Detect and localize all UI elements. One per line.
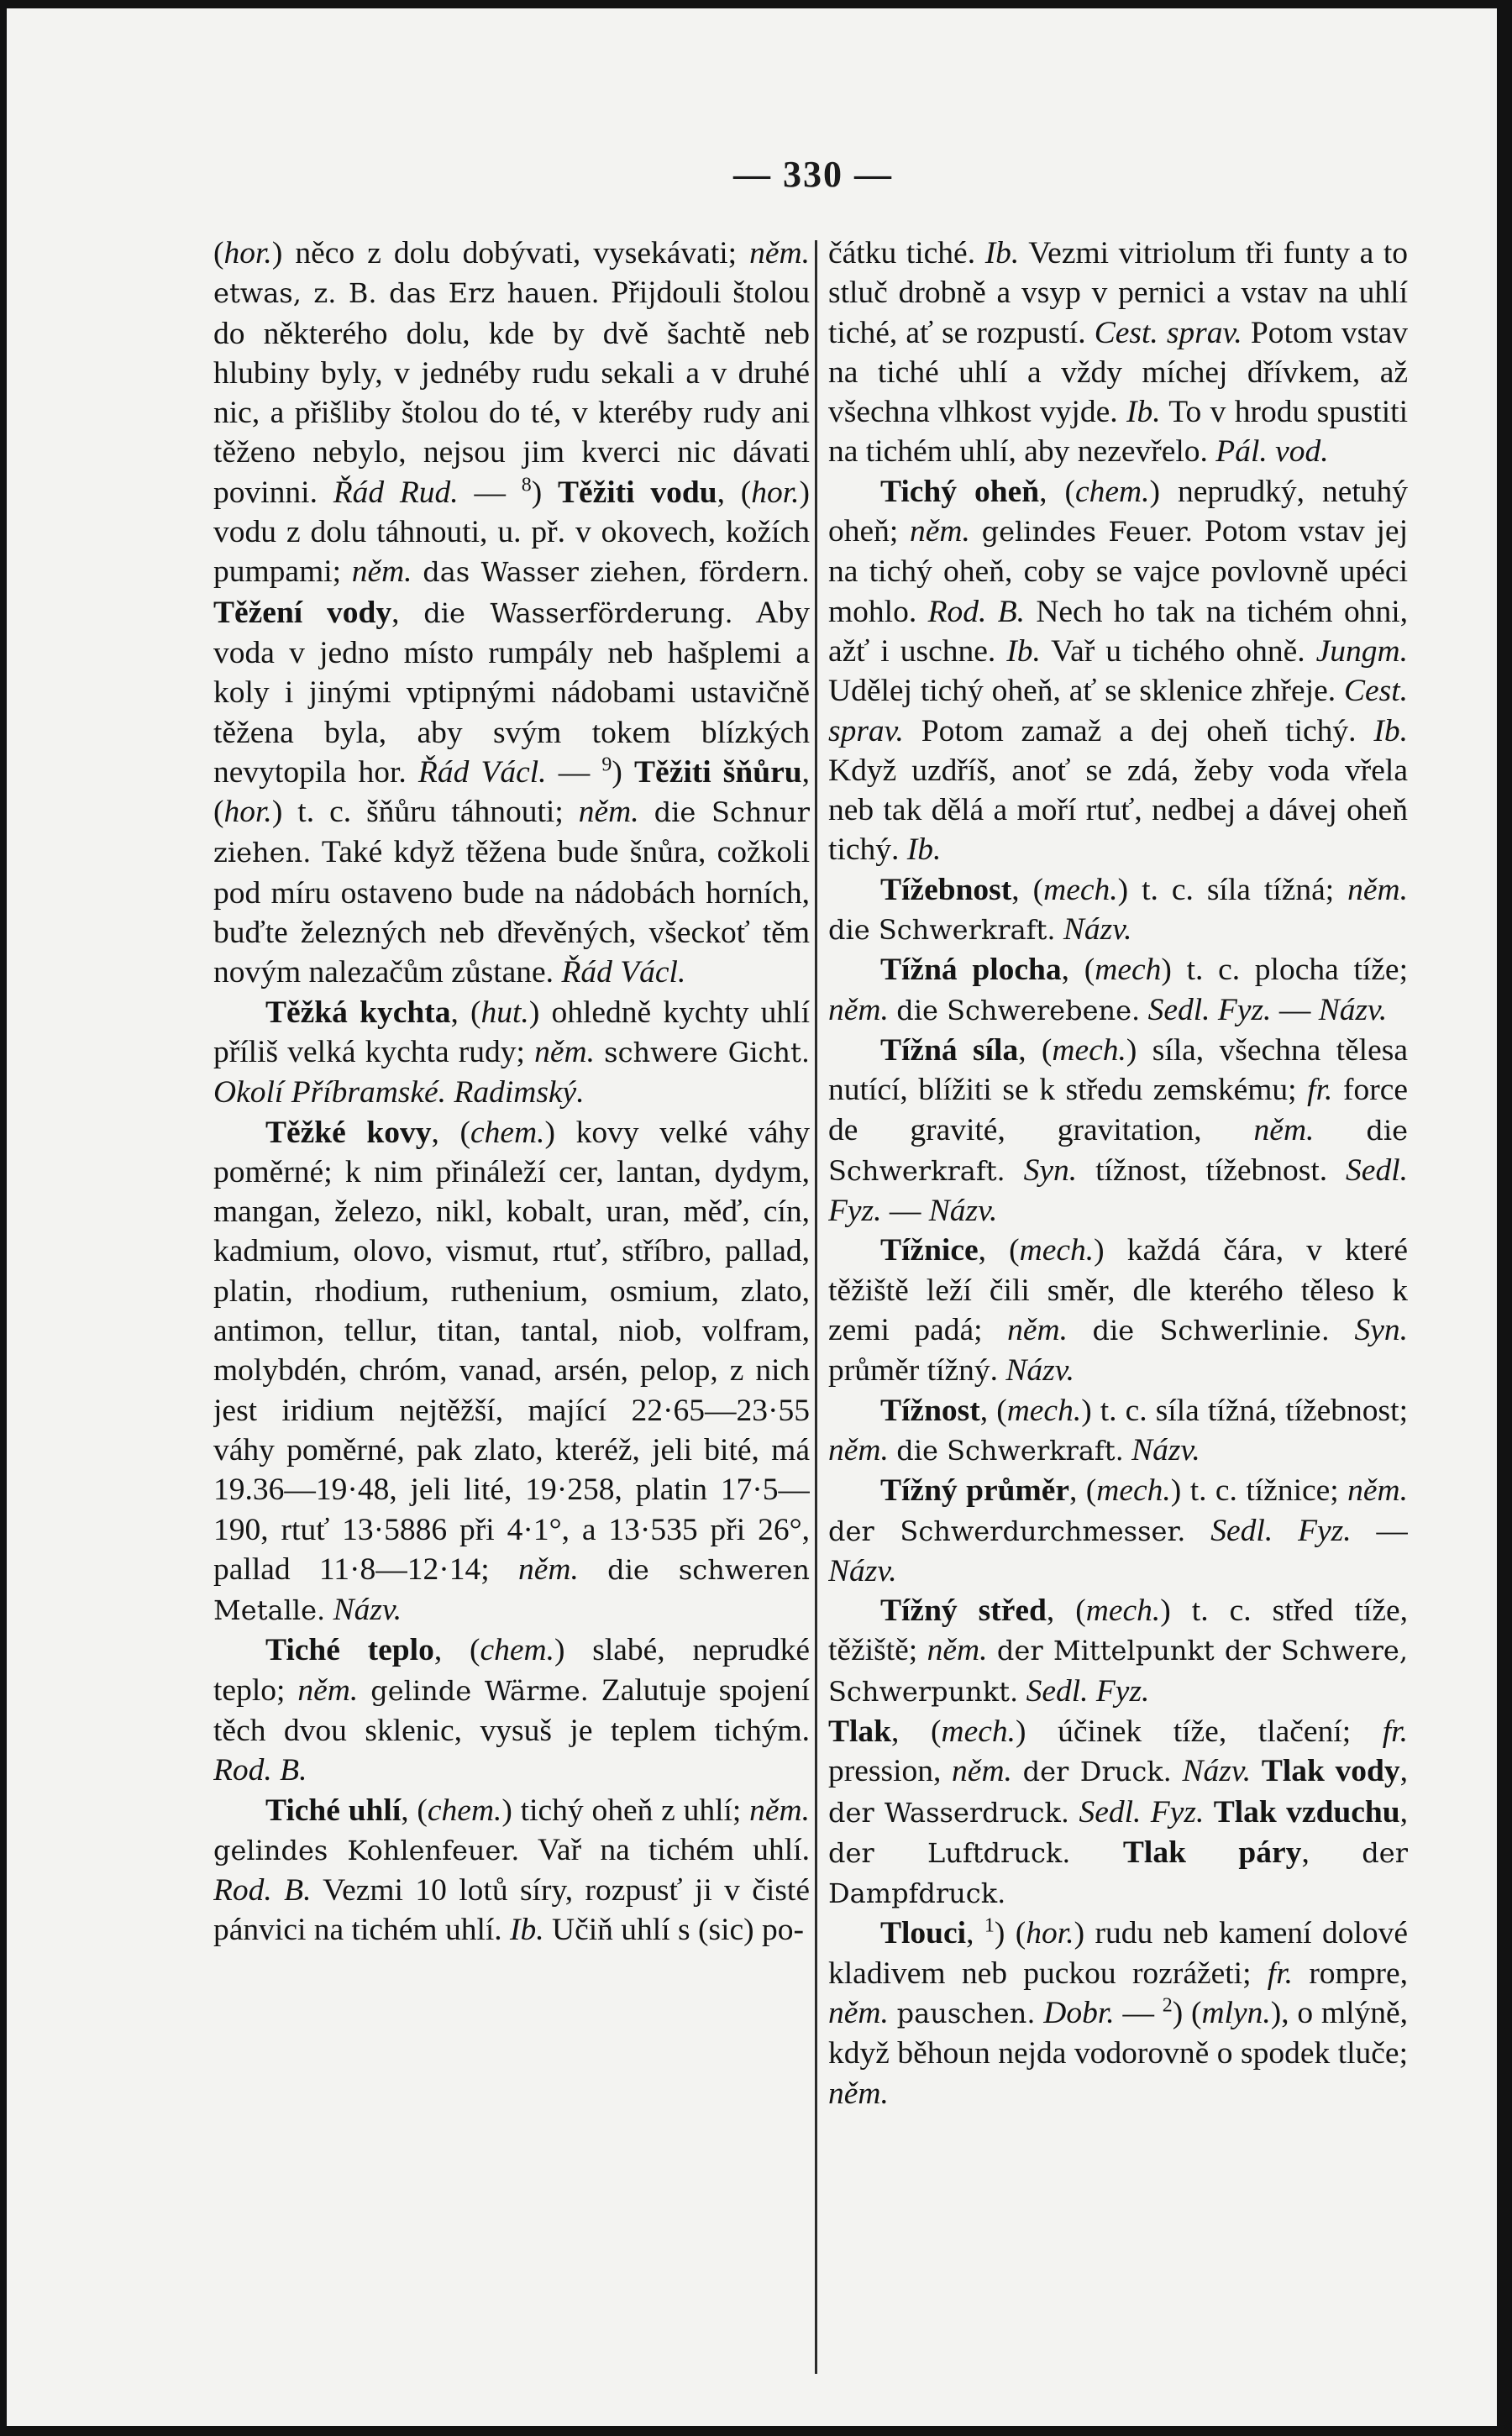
entry-paragraph: Tlak, (mech.) účinek tíže, tlačení; fr. pression, něm. der Druck. Názv. Tlak vody, der Wasserdruck. Sedl. Fyz. Tlak vzduchu, der Luftdruck. Tlak páry, der Dampfdruck. — [828, 1714, 1408, 1910]
entry-paragraph: Těžká kychta, (hut.) ohledně kychty uhlí příliš velká kychta rudy; něm. schwere Gicht. Okolí Příbramské. Radimský. — [213, 995, 810, 1110]
entry-paragraph: Tížný střed, (mech.) t. c. střed tíže, těžiště; něm. der Mittelpunkt der Schwere, Schwerpunkt. Sedl. Fyz. — [828, 1593, 1408, 1709]
entry-paragraph: Tížnice, (mech.) každá čára, v které těžiště leží čili směr, dle kterého těleso k zemi padá; něm. die Schwerlinie. Syn. průměr tížný. Názv. — [828, 1233, 1408, 1389]
entry-paragraph: Tížná síla, (mech.) síla, všechna tělesa nutící, blížiti se k středu zemskému; fr. force de gravité, gravitation, něm. die Schwerkraft. Syn. tížnost, tížebnost. Sedl. Fyz. — Názv. — [828, 1032, 1408, 1229]
entry-paragraph: Tížný průměr, (mech.) t. c. tížnice; něm. der Schwerdurchmesser. Sedl. Fyz. — Názv. — [828, 1473, 1408, 1588]
entry-paragraph: Těžké kovy, (chem.) kovy velké váhy poměrné; k nim přináleží cer, lantan, dydym, mangan, železo, nikl, kobalt, uran, měď, cín, kadmium, olovo, vismut, rtuť, stříbro, pallad, platin, rhodium, ruthenium, osmium, zlato, antimon, tellur, titan, tantal, niob, volfram, molybdén, chróm, vanad, arsén, pelop, z nich jest iridium nejtěžší, mající 22·65—23·55 váhy poměrné, pak zlato, kteréž, jeli bité, má 19.36—19·48, jeli lité, 19·258, platin 17·5—190, rtuť 13·5886 při 4·1°, a 13·535 při 26°, pallad 11·8—12·14; něm. die schweren Metalle. Názv. — [213, 1115, 810, 1628]
entry-paragraph: Tiché teplo, (chem.) slabé, neprudké teplo; něm. gelinde Wärme. Zalutuje spojení těch dvou sklenic, vysuš je teplem tichým. Rod. B. — [213, 1633, 810, 1788]
entry-paragraph: Tichý oheň, (chem.) neprudký, netuhý oheň; něm. gelindes Feuer. Potom vstav jej na tichý oheň, coby se vajce povlovně upéci mohlo. Rod. B. Nech ho tak na tichém ohni, ažť i uschne. Ib. Vař u tichého ohně. Jungm. Udělej tichý oheň, ať se sklenice zhřeje. Cest. sprav. Potom zamaž a dej oheň tichý. Ib. Když uzdříš, anoť se zdá, žeby voda vřela neb tak dělá a moří rtuť, nedbej a dávej oheň tichý. Ib. — [828, 474, 1408, 868]
entry-paragraph: Tížná plocha, (mech) t. c. plocha tíže; něm. die Schwerebene. Sedl. Fyz. — Názv. — [828, 953, 1408, 1027]
entry-paragraph: čátku tiché. Ib. Vezmi vitriolum tři funty a to stluč drobně a vsyp v pernici a vstav na uhlí tiché, ať se rozpustí. Cest. sprav. Potom vstav na tiché uhlí a vždy míchej dřívkem, až všechna vlhkost vyjde. Ib. To v hrodu spustiti na tichém uhlí, aby nezevřelo. Pál. vod. — [828, 236, 1408, 470]
entry-paragraph: (hor.) něco z dolu dobývati, vysekávati; něm. etwas, z. B. das Erz hauen. Přijdouli štolou do některého dolu, kde by dvě šachtě neb hlubiny byly, v jednéby rudu sekali a v druhé nic, a přišliby štolou do té, v kteréby rudy ani těženo nebylo, nejsou jim kverci nic dávati povinni. Řád Rud. — $^8$) Těžiti vodu, (hor.) vodu z dolu táhnouti, u. př. v okovech, kožích pumpami; něm. das Wasser ziehen, fördern. Těžení vody, die Wasserförderung. Aby voda v jedno místo rumpály neb hašplemi a koly i jinými vptipnými nádobami ustavičně těžena byla, aby svým tokem blízkých nevytopila hor. Řád Václ. — $^9$) Těžiti šňůru, (hor.) t. c. šňůru táhnouti; něm. die Schnur ziehen. Také když těžena bude šnůra, cožkoli pod míru ostaveno bude na nádobách horních, buďte železných neb dřevěných, všeckoť těm novým nalezačům zůstane. Řád Václ. — [213, 236, 810, 990]
entry-paragraph: Tížebnost, (mech.) t. c. síla tížná; něm. die Schwerkraft. Názv. — [828, 872, 1408, 948]
page-number: — 330 — — [733, 154, 893, 195]
column-divider — [815, 240, 817, 2374]
left-column — [213, 234, 810, 2376]
entry-paragraph: Tiché uhlí, (chem.) tichý oheň z uhlí; něm. gelindes Kohlenfeuer. Vař na tichém uhlí. Rod. B. Vezmi 10 lotů síry, rozpusť ji v čisté pánvici na tichém uhlí. Ib. Učiň uhlí s (sic) po- — [213, 1793, 810, 1948]
entry-paragraph: Tlouci, $^1$) (hor.) rudu neb kamení dolové kladivem neb puckou rozrážeti; fr. rompre, něm. pauschen. Dobr. — $^2$) (mlyn.), o mlýně, když běhoun nejda vodorovně o spodek tluče; něm. — [828, 1914, 1408, 2111]
entry-paragraph: Tížnost, (mech.) t. c. síla tížná, tížebnost; něm. die Schwerkraft. Názv. — [828, 1393, 1408, 1467]
right-column — [828, 234, 1408, 2376]
scanned-page — [7, 8, 1497, 2426]
